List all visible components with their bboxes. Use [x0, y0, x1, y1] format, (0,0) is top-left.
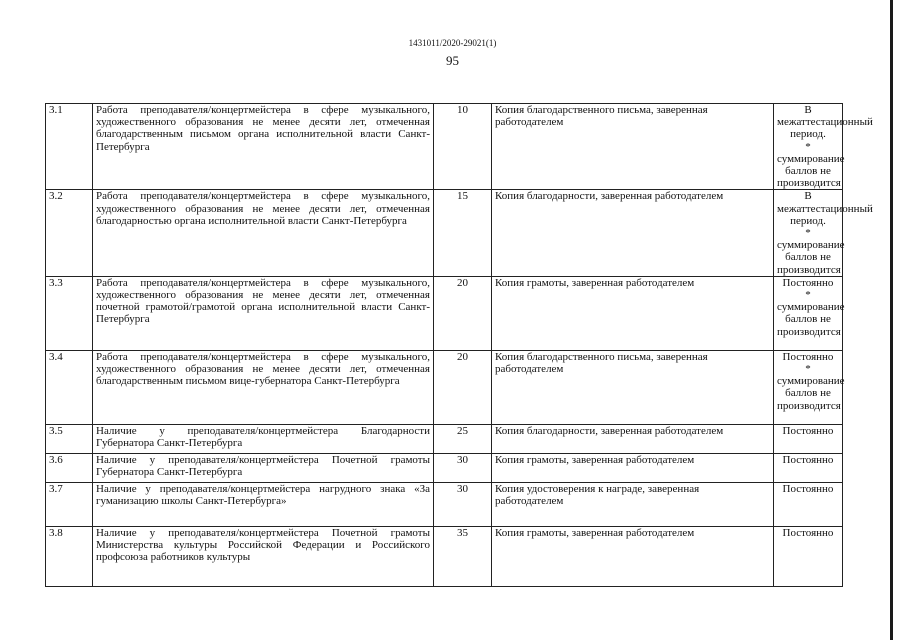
points: 35	[434, 526, 492, 586]
table-row	[46, 424, 843, 453]
row-number: 3.1	[46, 104, 93, 190]
criterion-description: Наличие у преподавателя/концертмейстера Благодарности Губернатора Санкт-Петербурга	[93, 424, 434, 453]
page-number: 95	[446, 53, 459, 68]
table-row	[46, 482, 843, 526]
row-number: 3.3	[46, 276, 93, 350]
criterion-description: Работа преподавателя/концертмейстера в сфере музыкального, художественного образования не менее десяти лет, отмеченная почетной грамотой/грамотой органа исполнительной власти Санкт-Петербурга	[93, 276, 434, 350]
row-number: 3.2	[46, 190, 93, 276]
validity-period: Постоянно	[774, 526, 843, 586]
points: 10	[434, 104, 492, 190]
table-row	[46, 276, 843, 350]
table-row	[46, 453, 843, 482]
points: 30	[434, 482, 492, 526]
row-number: 3.7	[46, 482, 93, 526]
validity-period: Постоянно * суммирование баллов не производится	[774, 276, 843, 350]
validity-period: Постоянно	[774, 482, 843, 526]
criterion-description: Работа преподавателя/концертмейстера в сфере музыкального, художественного образования не менее десяти лет, отмеченная благодарственным письмом органа исполнительной власти Санкт-Петербурга	[93, 104, 434, 190]
points: 25	[434, 424, 492, 453]
row-number: 3.4	[46, 350, 93, 424]
criterion-description: Работа преподавателя/концертмейстера в сфере музыкального, художественного образования не менее десяти лет, отмеченная благодарственным письмом вице-губернатора Санкт-Петербурга	[93, 350, 434, 424]
confirming-document: Копия благодарственного письма, заверенная работодателем	[492, 104, 774, 190]
criterion-description: Наличие у преподавателя/концертмейстера Почетной грамоты Министерства культуры Российской Федерации и Российского профсоюза работников культуры	[93, 526, 434, 586]
confirming-document: Копия грамоты, заверенная работодателем	[492, 453, 774, 482]
validity-period: В межаттестационный период. * суммирование баллов не производится	[774, 104, 843, 190]
document-code: 1431011/2020-29021(1)	[408, 38, 497, 48]
row-number: 3.6	[46, 453, 93, 482]
criterion-description: Наличие у преподавателя/концертмейстера Почетной грамоты Губернатора Санкт-Петербурга	[93, 453, 434, 482]
criterion-description: Работа преподавателя/концертмейстера в сфере музыкального, художественного образования не менее десяти лет, отмеченная благодарностью органа исполнительной власти Санкт-Петербурга	[93, 190, 434, 276]
validity-period: Постоянно	[774, 453, 843, 482]
validity-period: В межаттестационный период. * суммирование баллов не производится	[774, 190, 843, 276]
points: 30	[434, 453, 492, 482]
confirming-document: Копия благодарственного письма, заверенная работодателем	[492, 350, 774, 424]
confirming-document: Копия благодарности, заверенная работодателем	[492, 190, 774, 276]
validity-period: Постоянно	[774, 424, 843, 453]
table-row	[46, 526, 843, 586]
scan-edge-line	[890, 0, 893, 640]
row-number: 3.5	[46, 424, 93, 453]
points: 20	[434, 350, 492, 424]
confirming-document: Копия грамоты, заверенная работодателем	[492, 526, 774, 586]
points: 20	[434, 276, 492, 350]
table-row	[46, 350, 843, 424]
table-row	[46, 190, 843, 276]
points: 15	[434, 190, 492, 276]
confirming-document: Копия удостоверения к награде, заверенная работодателем	[492, 482, 774, 526]
row-number: 3.8	[46, 526, 93, 586]
criterion-description: Наличие у преподавателя/концертмейстера нагрудного знака «За гуманизацию школы Санкт-Петербурга»	[93, 482, 434, 526]
confirming-document: Копия грамоты, заверенная работодателем	[492, 276, 774, 350]
validity-period: Постоянно * суммирование баллов не производится	[774, 350, 843, 424]
table-row	[46, 104, 843, 190]
confirming-document: Копия благодарности, заверенная работодателем	[492, 424, 774, 453]
criteria-table	[45, 103, 873, 587]
